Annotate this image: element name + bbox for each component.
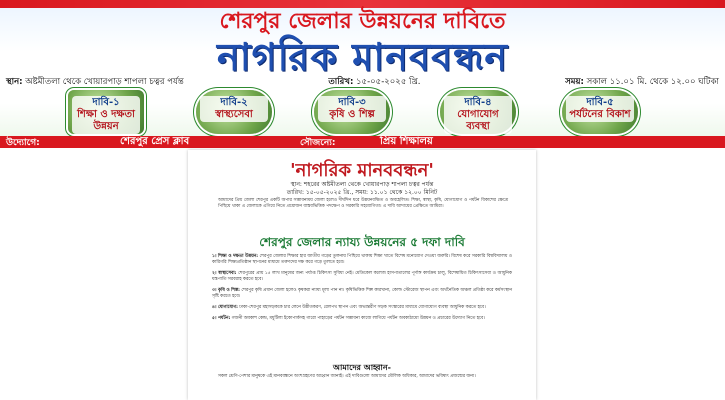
banner-date-label: তারিখ: — [328, 77, 354, 87]
banner-date-value: ১৫-০৫-২০২৫ খ্রি. — [356, 77, 421, 87]
demand-point-title: ৩। কৃষি ও শিল্প: — [212, 288, 240, 293]
press-document — [188, 150, 536, 400]
demand-point-text: শেরপুর জেলার শিক্ষার হার জাতীয় গড়ের তুলনায় পিছিয়ে থাকায় শিক্ষা খাতে বিশেষ মনোযোগ দেওয়া জরুরি। বিশেষ করে সরকারি বিশ্ববিদ্যালয় ও কারিগরি শিক্ষাপ্রতিষ্ঠান স্থাপনের মাধ্যমে তরুণদের দক্ষ করে গড়ে তুলতে হবে। — [212, 254, 512, 265]
banner-place-value: অষ্টমীতলা থেকে খোয়ারপাড় শাপলা চত্বর পর্যন্ত — [25, 77, 184, 87]
banner-time — [565, 75, 719, 87]
demand-2-label: দাবি-২ স্বাস্থ্যসেবা — [200, 96, 268, 122]
sponsor-label: সৌজন্যে: — [300, 137, 336, 148]
demand-4-text: যোগাযোগ ব্যবস্থা — [457, 109, 499, 132]
banner-info-row — [6, 75, 719, 87]
demand-2-text: স্বাস্থ্যসেবা — [215, 109, 253, 120]
demand-point — [212, 316, 512, 322]
demand-point-text: গজনী অবকাশ কেন্দ্র, মধুটিলা ইকোপার্কসহ গারো পাহাড়ের পর্যটন সম্ভাবনা কাজে লাগিয়ে পর্যটন অবকাঠামো উন্নয়ন ও প্রচারের উদ্যোগ নিতে হবে। — [231, 316, 485, 321]
banner-place — [6, 75, 184, 87]
demand-1-label: দাবি-১ শিক্ষা ও দক্ষতা উন্নয়ন — [72, 96, 140, 134]
demand-3-text: কৃষি ও শিল্প — [329, 109, 375, 120]
doc-call-text: সকল শ্রেণি-পেশার মানুষকে এই মানববন্ধনে অংশগ্রহণের আহ্বান জানাই। এই দাবিগুলো আমাদের মৌলিক অধিকার, আমাদের ভবিষ্যৎ প্রজন্মের জন্য। — [218, 374, 476, 379]
banner-footer — [0, 136, 725, 148]
demand-point-title: ২। স্বাস্থ্যসেবা: — [212, 271, 237, 276]
demand-1 — [68, 88, 144, 134]
demand-point-title: ১। শিক্ষা ও দক্ষতা উন্নয়ন: — [212, 254, 259, 259]
demand-4 — [440, 88, 516, 134]
demand-point-title: ৪। যোগাযোগ: — [212, 305, 238, 310]
banner-time-value: সকাল ১১.০১ মি. থেকে ১২.০০ ঘটিকা — [586, 77, 719, 87]
demand-3-label: দাবি-৩ কৃষি ও শিল্প — [318, 96, 386, 122]
banner-main-heading: নাগরিক মানববন্ধন — [216, 35, 509, 79]
demand-4-label: দাবি-৪ যোগাযোগ ব্যবস্থা — [444, 96, 512, 134]
demand-point — [212, 271, 512, 283]
demand-list — [0, 88, 725, 136]
organizer-name: শেরপুর প্রেস ক্লাব — [120, 135, 190, 147]
sponsor-name: প্রিয় শিক্ষালয় — [380, 135, 433, 147]
demand-5-label: দাবি-৫ পর্যটনের বিকাশ — [566, 96, 634, 122]
demand-point-text: শেরপুর কৃষি প্রধান জেলা হলেও কৃষকরা ন্যায্য মূল্য পান না। কৃষিভিত্তিক শিল্প কারখানা, কোল্ড স্টোরেজ স্থাপন এবং অর্থনৈতিক অঞ্চল প্রতিষ্ঠা করে কর্মসংস্থান সৃষ্টি করতে হবে। — [212, 288, 512, 299]
doc-place: স্থান: শহরের অষ্টমীতলা থেকে খোয়ারপাড় শাপলা চত্বর পর্যন্ত — [290, 181, 434, 188]
banner-title: শেরপুর জেলার উন্নয়নের দাবিতে — [219, 9, 506, 34]
banner-date — [328, 75, 420, 87]
demand-points — [212, 254, 512, 327]
demand-1-text: শিক্ষা ও দক্ষতা উন্নয়ন — [77, 109, 135, 132]
demand-3 — [314, 88, 390, 134]
demand-point — [212, 254, 512, 266]
demand-point — [212, 305, 512, 311]
banner-place-label: স্থান: — [6, 77, 23, 87]
doc-intro: আমাদের প্রিয় জেলা শেরপুর একটি অপার সম্ভাবনাময় জেলা হলেও দীর্ঘদিন ধরে উন্নয়নবঞ্চিত ও অবহেলিত। শিক্ষা, স্বাস্থ্য, কৃষি, যোগাযোগ ও পর্যটন বিকাশের ক্ষেত্রে পিছিয়ে থাকা এ জেলাকে এগিয়ে নিতে প্রয়োজন বাস্তবভিত্তিক পদক্ষেপ ও সরকারি সহযোগিতা। এ দাবি আদায়ের প্রেক্ষিতে আমিরা। — [218, 198, 508, 209]
event-banner — [0, 0, 725, 148]
banner-time-label: সময়: — [565, 77, 584, 87]
doc-call-heading: আমাদের আহ্বান- — [333, 363, 391, 372]
demand-point-text: ঢাকা-শেরপুর মহাসড়ককে চার লেনে উন্নীতকরণ, রেলপথ স্থাপন এবং অভ্যন্তরীণ সড়ক সংস্কারের মাধ্যমে যোগাযোগ ব্যবস্থা আধুনিক করতে হবে। — [239, 305, 486, 310]
doc-title: 'নাগরিক মানববন্ধন' — [290, 160, 434, 181]
demand-point-title: ৫। পর্যটন: — [212, 316, 231, 321]
demand-point — [212, 288, 512, 300]
demand-5-text: পর্যটনের বিকাশ — [569, 109, 631, 120]
doc-time: তারিখ: ১৫-০৫-২০২৫ খ্রি., সময়: ১১.০১ থেকে ১২.০০ মিনিট — [286, 189, 438, 196]
doc-demands-heading: শেরপুর জেলার ন্যায্য উন্নয়নের ৫ দফা দাবি — [259, 235, 465, 249]
demand-5 — [562, 88, 638, 134]
organizer-label: উদ্যোগে: — [6, 137, 40, 148]
demand-2 — [196, 88, 272, 134]
demand-point-text: শেরপুরের প্রায় ১৫ লাখ মানুষের জন্য পর্যাপ্ত চিকিৎসা সুবিধা নেই। মেডিকেল কলেজ হাসপাতালের পূর্ণাঙ্গ কার্যক্রম চালু, বিশেষায়িত চিকিৎসাসেবা ও আধুনিক যন্ত্রপাতি সরবরাহ করতে হবে। — [212, 271, 512, 282]
